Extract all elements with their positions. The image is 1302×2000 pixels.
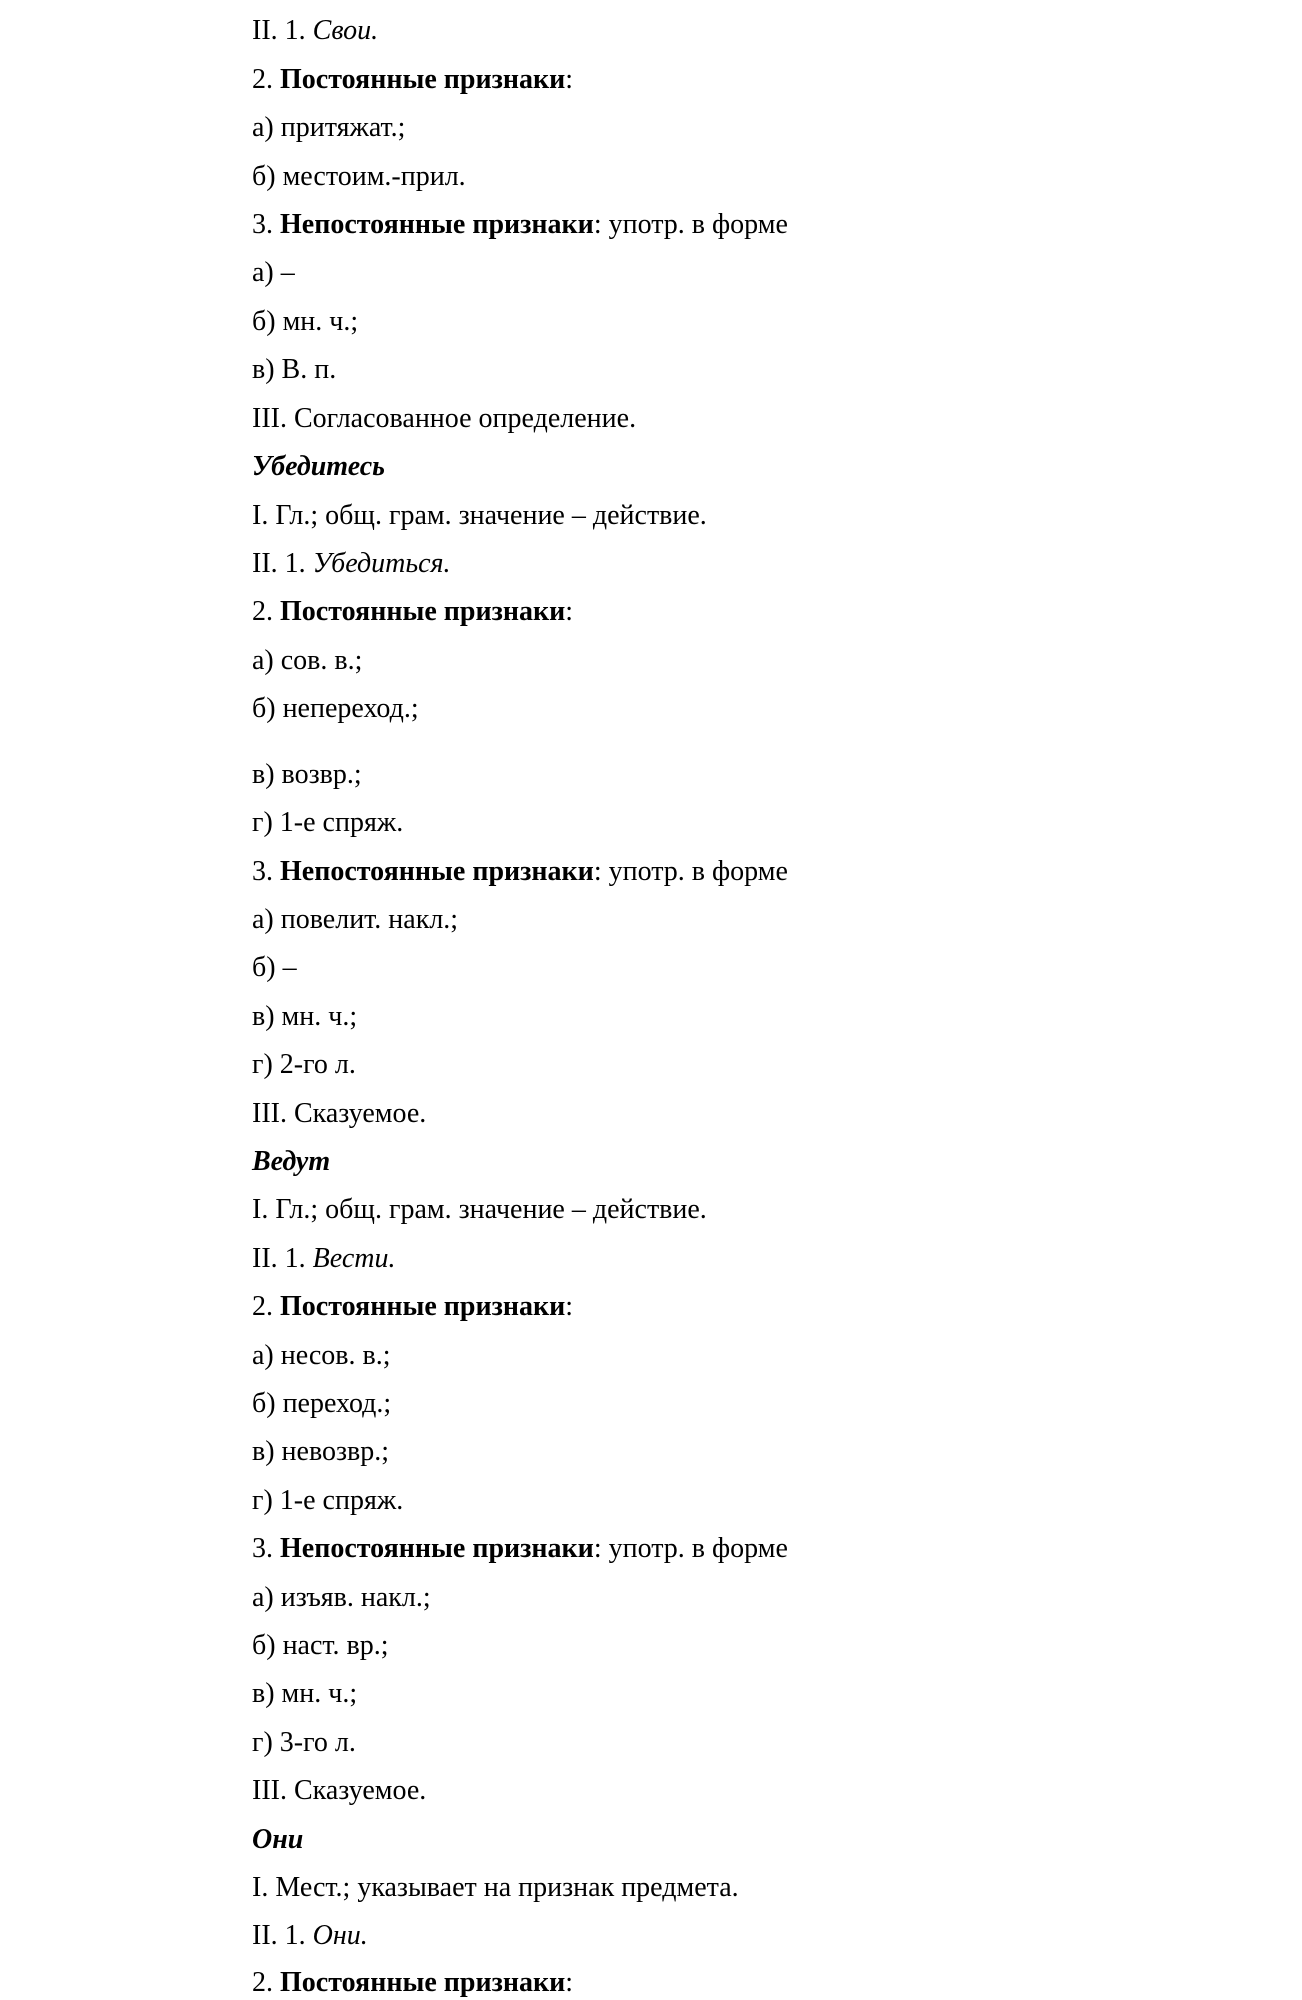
bold-term: Постоянные признаки xyxy=(280,1291,566,1322)
text-line: 2. Постоянные признаки: xyxy=(252,596,574,627)
text-line: 3. Непостоянные признаки: употр. в форме xyxy=(252,209,788,240)
text-line: в) мн. ч.; xyxy=(252,1678,358,1709)
text-line: в) В. п. xyxy=(252,354,337,385)
text-line: II. 1. Вести. xyxy=(252,1243,396,1274)
text-line: I. Гл.; общ. грам. значение – действие. xyxy=(252,1194,707,1225)
text-line: б) наст. вр.; xyxy=(252,1630,389,1661)
text-line: 3. Непостоянные признаки: употр. в форме xyxy=(252,856,788,887)
text-line: а) изъяв. накл.; xyxy=(252,1582,431,1613)
italic-word: Они. xyxy=(312,1920,368,1951)
text-line: в) мн. ч.; xyxy=(252,1001,358,1032)
bold-term: Постоянные признаки xyxy=(280,64,566,95)
word-heading: Ведут xyxy=(252,1146,331,1177)
italic-word: Свои. xyxy=(312,15,379,46)
text-line: 2. Постоянные признаки: xyxy=(252,1291,574,1322)
text-line: б) – xyxy=(252,952,297,983)
word-heading: Они xyxy=(252,1824,304,1855)
text-line: II. 1. Свои. xyxy=(252,15,379,46)
bold-term: Непостоянные признаки xyxy=(280,856,594,887)
text-line: 3. Непостоянные признаки: употр. в форме xyxy=(252,1533,788,1564)
text-line: II. 1. Они. xyxy=(252,1920,368,1951)
text-line: б) мн. ч.; xyxy=(252,306,359,337)
text-line: 2. Постоянные признаки: xyxy=(252,1967,574,1998)
text-line: а) – xyxy=(252,257,295,288)
bold-term: Непостоянные признаки xyxy=(280,1533,594,1564)
text-line: 2. Постоянные признаки: xyxy=(252,64,574,95)
text-line: б) переход.; xyxy=(252,1388,392,1419)
text-line: III. Сказуемое. xyxy=(252,1098,427,1129)
text-line: г) 3-го л. xyxy=(252,1727,356,1758)
bold-term: Постоянные признаки xyxy=(280,1967,566,1998)
text-line: а) повелит. накл.; xyxy=(252,904,459,935)
bold-term: Постоянные признаки xyxy=(280,596,566,627)
text-line: б) непереход.; xyxy=(252,693,419,724)
text-line: б) местоим.-прил. xyxy=(252,161,466,192)
text-line: а) сов. в.; xyxy=(252,645,363,676)
text-line: I. Гл.; общ. грам. значение – действие. xyxy=(252,500,707,531)
text-line: II. 1. Убедиться. xyxy=(252,548,451,579)
italic-word: Вести. xyxy=(312,1243,396,1274)
text-line: а) притяжат.; xyxy=(252,112,406,143)
text-line: III. Согласованное определение. xyxy=(252,403,637,434)
text-line: а) несов. в.; xyxy=(252,1340,391,1371)
word-heading: Убедитесь xyxy=(252,451,385,482)
bold-term: Непостоянные признаки xyxy=(280,209,594,240)
italic-word: Убедиться. xyxy=(312,548,451,579)
text-line: г) 1-е спряж. xyxy=(252,1485,404,1516)
text-line: г) 2-го л. xyxy=(252,1049,356,1080)
text-line: в) возвр.; xyxy=(252,759,362,790)
text-line: III. Сказуемое. xyxy=(252,1775,427,1806)
text-line: I. Мест.; указывает на признак предмета. xyxy=(252,1872,739,1903)
text-line: в) невозвр.; xyxy=(252,1436,390,1467)
text-line: г) 1-е спряж. xyxy=(252,807,404,838)
